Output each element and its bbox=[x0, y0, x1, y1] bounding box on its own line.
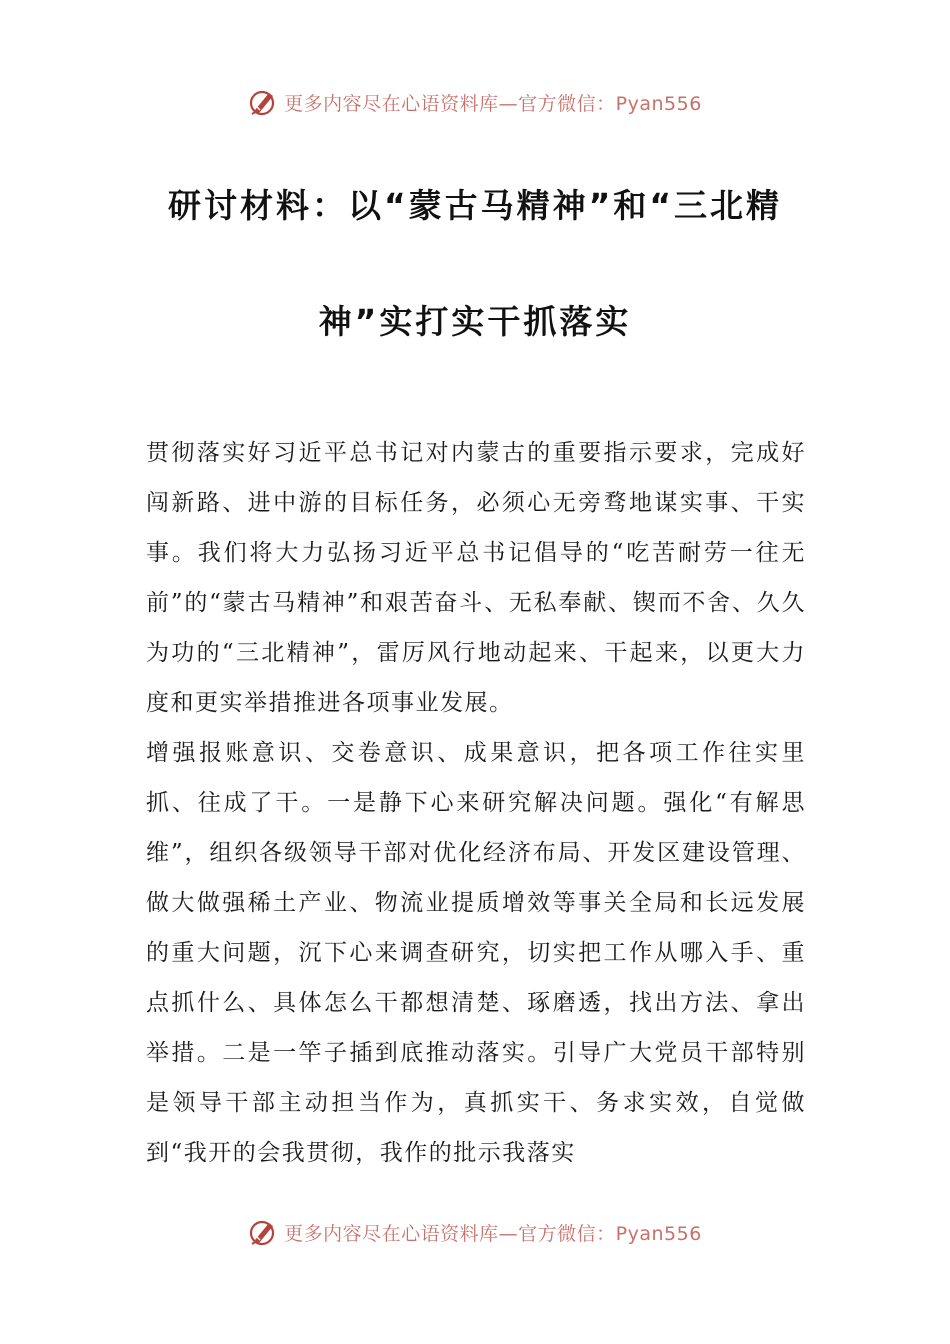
document-body bbox=[146, 428, 806, 1178]
body-paragraph: 贯彻落实好习近平总书记对内蒙古的重要指示要求，完成好闯新路、进中游的目标任务，必须心无旁骛地谋实事、干实事。我们将大力弘扬习近平总书记倡导的“吃苦耐劳一往无前”的“蒙古马精神”和艰苦奋斗、无私奉献、锲而不舍、久久为功的“三北精神”，雷厉风行地动起来、干起来，以更大力度和更实举措推进各项事业发展。 bbox=[146, 440, 806, 716]
footer-banner bbox=[0, 1212, 950, 1252]
banner-text: 更多内容尽在心语资料库—官方微信：Pyan556 bbox=[284, 92, 702, 115]
pen-seal-icon bbox=[248, 87, 278, 117]
page-title-line-1: 研讨材料：以“蒙古马精神”和“三北精 bbox=[167, 186, 783, 225]
header-banner bbox=[0, 82, 950, 122]
body-paragraph: 增强报账意识、交卷意识、成果意识，把各项工作往实里抓、往成了干。一是静下心来研究解决问题。强化“有解思维”，组织各级领导干部对优化经济布局、开发区建设管理、做大做强稀土产业、物流业提质增效等事关全局和长远发展的重大问题，沉下心来调查研究，切实把工作从哪入手、重点抓什么、具体怎么干都想清楚、琢磨透，找出方法、拿出举措。二是一竿子插到底推动落实。引导广大党员干部特别是领导干部主动担当作为，真抓实干、务求实效，自觉做到“我开的会我贯彻，我作的批示我落实 bbox=[146, 740, 806, 1166]
page-title-line-2: 神”实打实干抓落实 bbox=[318, 302, 632, 341]
banner-text: 更多内容尽在心语资料库—官方微信：Pyan556 bbox=[284, 1222, 702, 1245]
pen-seal-icon bbox=[248, 1217, 278, 1247]
